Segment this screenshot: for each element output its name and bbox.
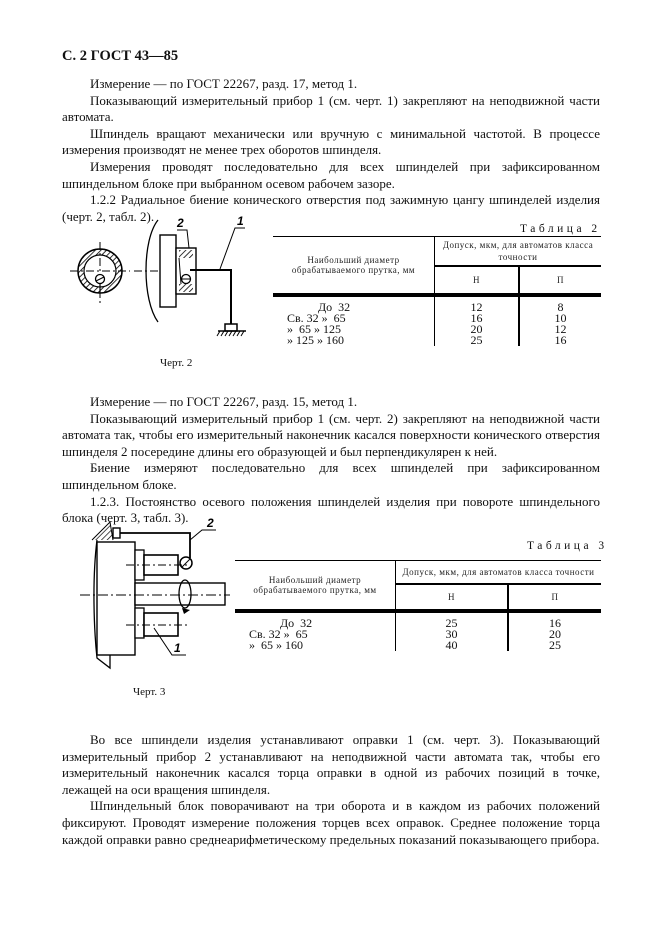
- table-3-header-H: Н: [396, 584, 509, 611]
- figure-3-drawing: [80, 510, 230, 675]
- figure-3-label-2: 2: [207, 516, 214, 530]
- table-3-header-diameter: Наибольший диаметр обрабатываемого прутка, мм: [235, 561, 396, 612]
- cell-P: 20: [549, 627, 561, 641]
- figure-2-label-1: 1: [237, 214, 244, 228]
- paragraph: Шпиндель вращают механически или вручную с минимальной частотой. В процессе измерения производят не менее трех оборотов шпинделя.: [62, 125, 600, 158]
- cell-range: До 32: [318, 300, 351, 314]
- cell-H: 40: [396, 640, 509, 651]
- table-2: [273, 236, 601, 346]
- table-3-header-tolerance: Допуск, мкм, для автоматов класса точности: [396, 561, 602, 585]
- paragraph: 1.2.2 Радиальное биение конического отверстия под зажимную цангу шпинделей изделия (черт. 2, табл. 2).: [62, 192, 600, 224]
- figure-3-label-1: 1: [174, 641, 181, 655]
- table-2-header-diameter: Наибольший диаметр обрабатываемого прутка, мм: [273, 237, 435, 296]
- paragraph: Показывающий измерительный прибор 1 (см. черт. 2) закрепляют на неподвижной части автомата так, чтобы его измерительный наконечник касался поверхности конического отверстия шпинделя 2 посередине длины его образующей и был перпендикулярен к ней.: [62, 410, 600, 459]
- figure-2-label-2: 2: [177, 216, 184, 230]
- cell-range: » 65 » 160: [235, 640, 396, 651]
- section-3-text: [62, 732, 600, 848]
- cell-H: 12: [435, 295, 520, 313]
- paragraph: 1.2.3. Постоянство осевого положения шпинделей изделия при повороте шпиндельного блока (черт. 3, табл. 3).: [62, 493, 600, 526]
- page-header: С. 2 ГОСТ 43—85: [62, 48, 179, 64]
- section-2-text: [62, 394, 600, 527]
- paragraph: Шпиндельный блок поворачивают на три оборота и в каждом из рабочих положений фиксируют. Проводят измерение положения торцев всех оправок. Среднее положение торца каждой оправки равно среднеарифметическому предельных показаний показывающего прибора.: [62, 798, 600, 847]
- cell-P: 16: [554, 333, 567, 347]
- paragraph: Измерения проводят последовательно для всех шпинделей при зафиксированном шпиндельном блоке при выбранном осевом рабочем зазоре.: [62, 158, 600, 191]
- table-2-header-P: П: [519, 266, 601, 295]
- table-row: [235, 640, 601, 651]
- table-3: [235, 560, 601, 651]
- table-2-header-H: Н: [435, 266, 520, 295]
- table-2-header-tolerance: Допуск, мкм, для автоматов класса точности: [435, 237, 602, 267]
- paragraph: Измерение — по ГОСТ 22267, разд. 17, метод 1.: [90, 76, 358, 91]
- figure-3-caption: Черт. 3: [133, 686, 166, 698]
- cell-P: 16: [549, 616, 561, 630]
- cell-H: 30: [396, 629, 509, 640]
- paragraph: Во все шпиндели изделия устанавливают оправки 1 (см. черт. 3). Показывающий измерительный прибор 2 устанавливают на неподвижной части автомата так, чтобы его измерительный наконечник касался торца оправки в одной из рабочих позиций в точке, лежащей на оси вращения шпинделя.: [62, 732, 600, 797]
- paragraph: Измерение — по ГОСТ 22267, разд. 15, метод 1.: [90, 394, 358, 409]
- table-3-header-P: П: [508, 584, 601, 611]
- cell-range: Св. 32 » 65: [235, 629, 396, 640]
- cell-P: 12: [554, 322, 567, 336]
- figure-2-drawing: [60, 200, 270, 350]
- table-3-title: Таблица 3: [527, 540, 608, 552]
- cell-H: 16: [435, 313, 520, 324]
- cell-P: 25: [549, 638, 561, 652]
- cell-H: 25: [435, 335, 520, 346]
- cell-H: 25: [396, 611, 509, 629]
- paragraph: Показывающий измерительный прибор 1 (см. черт. 1) закрепляют на неподвижной части автомата.: [62, 92, 600, 125]
- cell-P: 8: [557, 300, 564, 314]
- cell-H: 20: [435, 324, 520, 335]
- cell-range: Св. 32 » 65: [273, 313, 435, 324]
- cell-range: До 32: [280, 616, 313, 630]
- cell-range: » 125 » 160: [273, 335, 435, 346]
- figure-2-caption: Черт. 2: [160, 357, 193, 369]
- cell-P: 10: [554, 311, 567, 325]
- table-row: [273, 335, 601, 346]
- table-2-title: Таблица 2: [520, 223, 601, 235]
- paragraph: Биение измеряют последовательно для всех шпинделей при зафиксированном шпиндельном блоке.: [62, 460, 600, 492]
- cell-range: » 65 » 125: [273, 324, 435, 335]
